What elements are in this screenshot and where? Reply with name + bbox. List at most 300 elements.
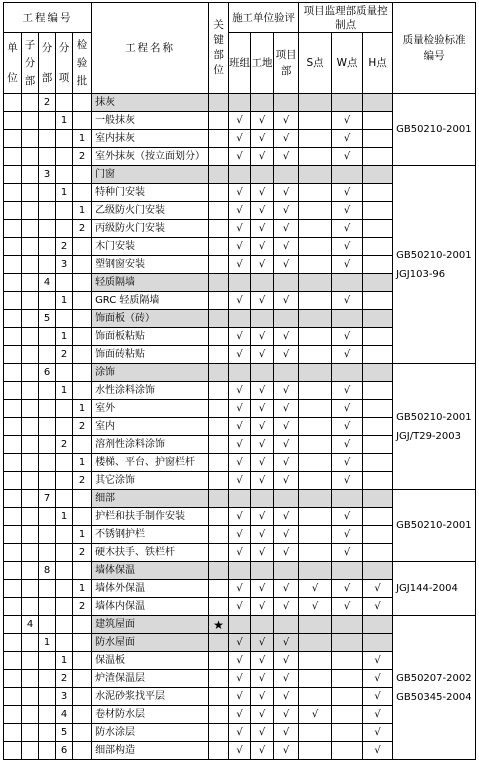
dept-check: √ bbox=[274, 292, 299, 310]
w-point-check bbox=[332, 94, 363, 112]
sub-unit-cell bbox=[22, 112, 39, 130]
s-point-check bbox=[299, 742, 332, 760]
s-point-check bbox=[299, 472, 332, 490]
w-point-check bbox=[332, 166, 363, 184]
s-point-check bbox=[299, 310, 332, 328]
section-cell bbox=[39, 238, 56, 256]
key-part-cell bbox=[209, 706, 229, 724]
unit-cell bbox=[4, 238, 22, 256]
team-check: √ bbox=[229, 256, 251, 274]
unit-cell bbox=[4, 346, 22, 364]
h-point-check bbox=[363, 490, 393, 508]
s-point-check bbox=[299, 382, 332, 400]
section-cell: 3 bbox=[39, 166, 56, 184]
team-check: √ bbox=[229, 220, 251, 238]
team-check: √ bbox=[229, 346, 251, 364]
batch-cell bbox=[73, 508, 92, 526]
item-name-cell: 其它涂饰 bbox=[92, 472, 209, 490]
s-point-check bbox=[299, 436, 332, 454]
header-supervision: 项目监理部质量控制点 bbox=[299, 3, 393, 33]
batch-cell: 1 bbox=[73, 130, 92, 148]
w-point-check: √ bbox=[332, 418, 363, 436]
site-check: √ bbox=[251, 220, 274, 238]
s-point-check bbox=[299, 526, 332, 544]
dept-check: √ bbox=[274, 706, 299, 724]
sub-unit-cell bbox=[22, 238, 39, 256]
key-part-cell bbox=[209, 382, 229, 400]
item-name-cell: 卷材防水层 bbox=[92, 706, 209, 724]
key-part-cell bbox=[209, 328, 229, 346]
unit-cell bbox=[4, 436, 22, 454]
key-part-cell bbox=[209, 580, 229, 598]
section-cell bbox=[39, 256, 56, 274]
batch-cell bbox=[73, 652, 92, 670]
team-check: √ bbox=[229, 724, 251, 742]
item-name-cell: 建筑屋面 bbox=[92, 616, 209, 634]
unit-cell bbox=[4, 184, 22, 202]
unit-cell bbox=[4, 94, 22, 112]
w-point-check bbox=[332, 652, 363, 670]
batch-cell bbox=[73, 670, 92, 688]
section-cell bbox=[39, 544, 56, 562]
site-check: √ bbox=[251, 688, 274, 706]
key-part-cell bbox=[209, 634, 229, 652]
w-point-check: √ bbox=[332, 580, 363, 598]
unit-cell bbox=[4, 454, 22, 472]
unit-cell bbox=[4, 256, 22, 274]
team-check: √ bbox=[229, 580, 251, 598]
team-check: √ bbox=[229, 472, 251, 490]
sub-section-cell: 6 bbox=[56, 742, 73, 760]
s-point-check bbox=[299, 562, 332, 580]
sub-unit-cell bbox=[22, 508, 39, 526]
h-point-check bbox=[363, 616, 393, 634]
sub-section-cell bbox=[56, 130, 73, 148]
sub-section-cell: 3 bbox=[56, 688, 73, 706]
item-name-cell: 木门安装 bbox=[92, 238, 209, 256]
batch-cell: 2 bbox=[73, 148, 92, 166]
sub-unit-cell: 4 bbox=[22, 616, 39, 634]
dept-check: √ bbox=[274, 508, 299, 526]
section-cell bbox=[39, 220, 56, 238]
dept-check: √ bbox=[274, 184, 299, 202]
w-point-check bbox=[332, 670, 363, 688]
batch-cell: 1 bbox=[73, 202, 92, 220]
section-cell: 4 bbox=[39, 274, 56, 292]
h-point-check: √ bbox=[363, 706, 393, 724]
h-point-check bbox=[363, 130, 393, 148]
header-project-dept: 项目部 bbox=[274, 33, 299, 94]
header-h-point: H点 bbox=[363, 33, 393, 94]
batch-cell: 2 bbox=[73, 220, 92, 238]
dept-check: √ bbox=[274, 328, 299, 346]
key-part-cell bbox=[209, 436, 229, 454]
section-cell bbox=[39, 742, 56, 760]
quality-inspection-table bbox=[3, 2, 476, 760]
s-point-check bbox=[299, 544, 332, 562]
team-check: √ bbox=[229, 112, 251, 130]
h-point-check bbox=[363, 418, 393, 436]
header-inspection-batch: 检验批 bbox=[73, 33, 92, 94]
batch-cell bbox=[73, 274, 92, 292]
batch-cell bbox=[73, 112, 92, 130]
w-point-check bbox=[332, 688, 363, 706]
key-part-cell bbox=[209, 418, 229, 436]
unit-cell bbox=[4, 670, 22, 688]
sub-unit-cell bbox=[22, 670, 39, 688]
team-check: √ bbox=[229, 130, 251, 148]
header-project-name: 工程名称 bbox=[92, 3, 209, 94]
batch-cell bbox=[73, 490, 92, 508]
sub-unit-cell bbox=[22, 598, 39, 616]
s-point-check bbox=[299, 364, 332, 382]
unit-cell bbox=[4, 706, 22, 724]
w-point-check: √ bbox=[332, 346, 363, 364]
team-check: √ bbox=[229, 418, 251, 436]
unit-cell bbox=[4, 382, 22, 400]
table-row bbox=[4, 364, 476, 382]
site-check: √ bbox=[251, 526, 274, 544]
sub-unit-cell bbox=[22, 148, 39, 166]
section-cell bbox=[39, 598, 56, 616]
sub-unit-cell bbox=[22, 94, 39, 112]
h-point-check bbox=[363, 184, 393, 202]
key-part-cell bbox=[209, 490, 229, 508]
unit-cell bbox=[4, 328, 22, 346]
site-check: √ bbox=[251, 436, 274, 454]
batch-cell: 1 bbox=[73, 526, 92, 544]
site-check: √ bbox=[251, 148, 274, 166]
table-row bbox=[4, 562, 476, 580]
w-point-check bbox=[332, 742, 363, 760]
sub-section-cell: 1 bbox=[56, 184, 73, 202]
h-point-check bbox=[363, 436, 393, 454]
item-name-cell: 细部构造 bbox=[92, 742, 209, 760]
s-point-check bbox=[299, 688, 332, 706]
dept-check: √ bbox=[274, 634, 299, 652]
unit-cell bbox=[4, 202, 22, 220]
sub-section-cell bbox=[56, 274, 73, 292]
dept-check: √ bbox=[274, 256, 299, 274]
w-point-check: √ bbox=[332, 220, 363, 238]
team-check bbox=[229, 274, 251, 292]
key-part-cell bbox=[209, 400, 229, 418]
sub-unit-cell bbox=[22, 328, 39, 346]
s-point-check bbox=[299, 220, 332, 238]
item-name-cell: 室外抹灰（按立面划分） bbox=[92, 148, 209, 166]
sub-unit-cell bbox=[22, 184, 39, 202]
team-check: √ bbox=[229, 634, 251, 652]
sub-section-cell bbox=[56, 364, 73, 382]
dept-check: √ bbox=[274, 148, 299, 166]
unit-cell bbox=[4, 220, 22, 238]
team-check: √ bbox=[229, 742, 251, 760]
unit-cell bbox=[4, 562, 22, 580]
item-name-cell: 墙体外保温 bbox=[92, 580, 209, 598]
sub-unit-cell bbox=[22, 364, 39, 382]
sub-unit-cell bbox=[22, 220, 39, 238]
unit-cell bbox=[4, 112, 22, 130]
h-point-check bbox=[363, 526, 393, 544]
team-check bbox=[229, 562, 251, 580]
section-cell: 6 bbox=[39, 364, 56, 382]
w-point-check: √ bbox=[332, 436, 363, 454]
item-name-cell: 抹灰 bbox=[92, 94, 209, 112]
dept-check: √ bbox=[274, 436, 299, 454]
w-point-check: √ bbox=[332, 202, 363, 220]
h-point-check bbox=[363, 220, 393, 238]
s-point-check bbox=[299, 256, 332, 274]
item-name-cell: 防水涂层 bbox=[92, 724, 209, 742]
w-point-check bbox=[332, 634, 363, 652]
batch-cell bbox=[73, 616, 92, 634]
sub-unit-cell bbox=[22, 436, 39, 454]
section-cell bbox=[39, 418, 56, 436]
batch-cell bbox=[73, 256, 92, 274]
h-point-check bbox=[363, 238, 393, 256]
key-part-cell bbox=[209, 274, 229, 292]
section-cell bbox=[39, 112, 56, 130]
sub-section-cell bbox=[56, 94, 73, 112]
sub-unit-cell bbox=[22, 418, 39, 436]
section-cell bbox=[39, 688, 56, 706]
item-name-cell: 楼梯、平台、护窗栏杆 bbox=[92, 454, 209, 472]
unit-cell bbox=[4, 310, 22, 328]
dept-check: √ bbox=[274, 670, 299, 688]
site-check: √ bbox=[251, 508, 274, 526]
s-point-check bbox=[299, 400, 332, 418]
section-cell bbox=[39, 454, 56, 472]
w-point-check: √ bbox=[332, 598, 363, 616]
s-point-check bbox=[299, 274, 332, 292]
w-point-check: √ bbox=[332, 256, 363, 274]
s-point-check bbox=[299, 238, 332, 256]
site-check: √ bbox=[251, 742, 274, 760]
item-name-cell: 室内 bbox=[92, 418, 209, 436]
h-point-check: √ bbox=[363, 742, 393, 760]
s-point-check bbox=[299, 616, 332, 634]
dept-check: √ bbox=[274, 688, 299, 706]
site-check: √ bbox=[251, 292, 274, 310]
item-name-cell: GRC 轻质隔墙 bbox=[92, 292, 209, 310]
item-name-cell: 轻质隔墙 bbox=[92, 274, 209, 292]
w-point-check bbox=[332, 562, 363, 580]
unit-cell bbox=[4, 130, 22, 148]
section-cell bbox=[39, 670, 56, 688]
batch-cell: 2 bbox=[73, 544, 92, 562]
batch-cell bbox=[73, 724, 92, 742]
header-key-part: 关键部位 bbox=[209, 3, 229, 94]
header-section: 分部 bbox=[39, 33, 56, 94]
site-check bbox=[251, 166, 274, 184]
batch-cell: 1 bbox=[73, 580, 92, 598]
batch-cell bbox=[73, 562, 92, 580]
h-point-check bbox=[363, 310, 393, 328]
section-cell bbox=[39, 652, 56, 670]
item-name-cell: 溶剂性涂料涂饰 bbox=[92, 436, 209, 454]
unit-cell bbox=[4, 634, 22, 652]
sub-unit-cell bbox=[22, 742, 39, 760]
batch-cell bbox=[73, 742, 92, 760]
w-point-check: √ bbox=[332, 238, 363, 256]
batch-cell: 2 bbox=[73, 472, 92, 490]
w-point-check: √ bbox=[332, 112, 363, 130]
s-point-check: √ bbox=[299, 598, 332, 616]
key-part-cell bbox=[209, 724, 229, 742]
dept-check: √ bbox=[274, 382, 299, 400]
team-check: √ bbox=[229, 688, 251, 706]
section-cell bbox=[39, 472, 56, 490]
section-cell bbox=[39, 400, 56, 418]
w-point-check: √ bbox=[332, 454, 363, 472]
dept-check: √ bbox=[274, 130, 299, 148]
sub-section-cell bbox=[56, 526, 73, 544]
sub-section-cell bbox=[56, 616, 73, 634]
key-part-cell bbox=[209, 544, 229, 562]
team-check bbox=[229, 310, 251, 328]
site-check: √ bbox=[251, 472, 274, 490]
key-part-cell bbox=[209, 688, 229, 706]
w-point-check bbox=[332, 274, 363, 292]
dept-check: √ bbox=[274, 346, 299, 364]
sub-section-cell bbox=[56, 166, 73, 184]
s-point-check: √ bbox=[299, 706, 332, 724]
item-name-cell: 特种门安装 bbox=[92, 184, 209, 202]
site-check: √ bbox=[251, 238, 274, 256]
item-name-cell: 饰面板粘贴 bbox=[92, 328, 209, 346]
h-point-check: √ bbox=[363, 670, 393, 688]
site-check: √ bbox=[251, 130, 274, 148]
w-point-check: √ bbox=[332, 130, 363, 148]
sub-unit-cell bbox=[22, 562, 39, 580]
section-cell bbox=[39, 202, 56, 220]
header-construction-eval: 施工单位验评 bbox=[229, 3, 299, 33]
w-point-check: √ bbox=[332, 400, 363, 418]
team-check: √ bbox=[229, 598, 251, 616]
header-s-point: S点 bbox=[299, 33, 332, 94]
standard-code-cell: GB50210-2001 bbox=[393, 94, 476, 166]
team-check bbox=[229, 94, 251, 112]
sub-unit-cell bbox=[22, 346, 39, 364]
unit-cell bbox=[4, 418, 22, 436]
sub-section-cell bbox=[56, 580, 73, 598]
sub-section-cell: 2 bbox=[56, 346, 73, 364]
site-check bbox=[251, 616, 274, 634]
table-row bbox=[4, 94, 476, 112]
site-check: √ bbox=[251, 346, 274, 364]
s-point-check bbox=[299, 184, 332, 202]
dept-check: √ bbox=[274, 472, 299, 490]
site-check: √ bbox=[251, 724, 274, 742]
section-cell: 7 bbox=[39, 490, 56, 508]
header-team: 班组 bbox=[229, 33, 251, 94]
batch-cell bbox=[73, 364, 92, 382]
item-name-cell: 饰面砖粘贴 bbox=[92, 346, 209, 364]
sub-unit-cell bbox=[22, 526, 39, 544]
site-check: √ bbox=[251, 670, 274, 688]
site-check: √ bbox=[251, 382, 274, 400]
batch-cell bbox=[73, 166, 92, 184]
batch-cell bbox=[73, 328, 92, 346]
h-point-check bbox=[363, 382, 393, 400]
item-name-cell: 一般抹灰 bbox=[92, 112, 209, 130]
header-site: 工地 bbox=[251, 33, 274, 94]
key-part-cell bbox=[209, 148, 229, 166]
key-part-cell bbox=[209, 202, 229, 220]
item-name-cell: 室内抹灰 bbox=[92, 130, 209, 148]
dept-check: √ bbox=[274, 454, 299, 472]
sub-unit-cell bbox=[22, 400, 39, 418]
sub-section-cell: 2 bbox=[56, 238, 73, 256]
sub-section-cell bbox=[56, 310, 73, 328]
section-cell bbox=[39, 130, 56, 148]
unit-cell bbox=[4, 148, 22, 166]
unit-cell bbox=[4, 688, 22, 706]
team-check: √ bbox=[229, 706, 251, 724]
h-point-check bbox=[363, 346, 393, 364]
team-check bbox=[229, 364, 251, 382]
sub-unit-cell bbox=[22, 724, 39, 742]
sub-unit-cell bbox=[22, 382, 39, 400]
w-point-check bbox=[332, 616, 363, 634]
site-check: √ bbox=[251, 202, 274, 220]
site-check: √ bbox=[251, 706, 274, 724]
section-cell bbox=[39, 706, 56, 724]
unit-cell bbox=[4, 490, 22, 508]
sub-unit-cell bbox=[22, 292, 39, 310]
site-check: √ bbox=[251, 418, 274, 436]
unit-cell bbox=[4, 724, 22, 742]
standard-code-cell: GB50207-2002 GB50345-2004 bbox=[393, 616, 476, 760]
dept-check: √ bbox=[274, 238, 299, 256]
w-point-check: √ bbox=[332, 382, 363, 400]
w-point-check: √ bbox=[332, 292, 363, 310]
dept-check bbox=[274, 562, 299, 580]
site-check: √ bbox=[251, 184, 274, 202]
key-part-cell bbox=[209, 472, 229, 490]
key-part-cell bbox=[209, 184, 229, 202]
sub-section-cell: 4 bbox=[56, 706, 73, 724]
unit-cell bbox=[4, 526, 22, 544]
key-part-cell bbox=[209, 508, 229, 526]
h-point-check: √ bbox=[363, 598, 393, 616]
dept-check bbox=[274, 310, 299, 328]
sub-section-cell bbox=[56, 400, 73, 418]
s-point-check bbox=[299, 202, 332, 220]
s-point-check bbox=[299, 454, 332, 472]
dept-check: √ bbox=[274, 526, 299, 544]
key-part-cell bbox=[209, 454, 229, 472]
site-check bbox=[251, 562, 274, 580]
item-name-cell: 不锈钢护栏 bbox=[92, 526, 209, 544]
section-cell bbox=[39, 508, 56, 526]
sub-section-cell: 2 bbox=[56, 436, 73, 454]
sub-unit-cell bbox=[22, 490, 39, 508]
sub-unit-cell bbox=[22, 580, 39, 598]
unit-cell bbox=[4, 292, 22, 310]
h-point-check bbox=[363, 508, 393, 526]
team-check: √ bbox=[229, 670, 251, 688]
sub-section-cell bbox=[56, 634, 73, 652]
w-point-check: √ bbox=[332, 148, 363, 166]
sub-unit-cell bbox=[22, 472, 39, 490]
dept-check: √ bbox=[274, 598, 299, 616]
item-name-cell: 保温板 bbox=[92, 652, 209, 670]
section-cell bbox=[39, 526, 56, 544]
key-part-cell bbox=[209, 670, 229, 688]
sub-unit-cell bbox=[22, 166, 39, 184]
sub-section-cell bbox=[56, 544, 73, 562]
